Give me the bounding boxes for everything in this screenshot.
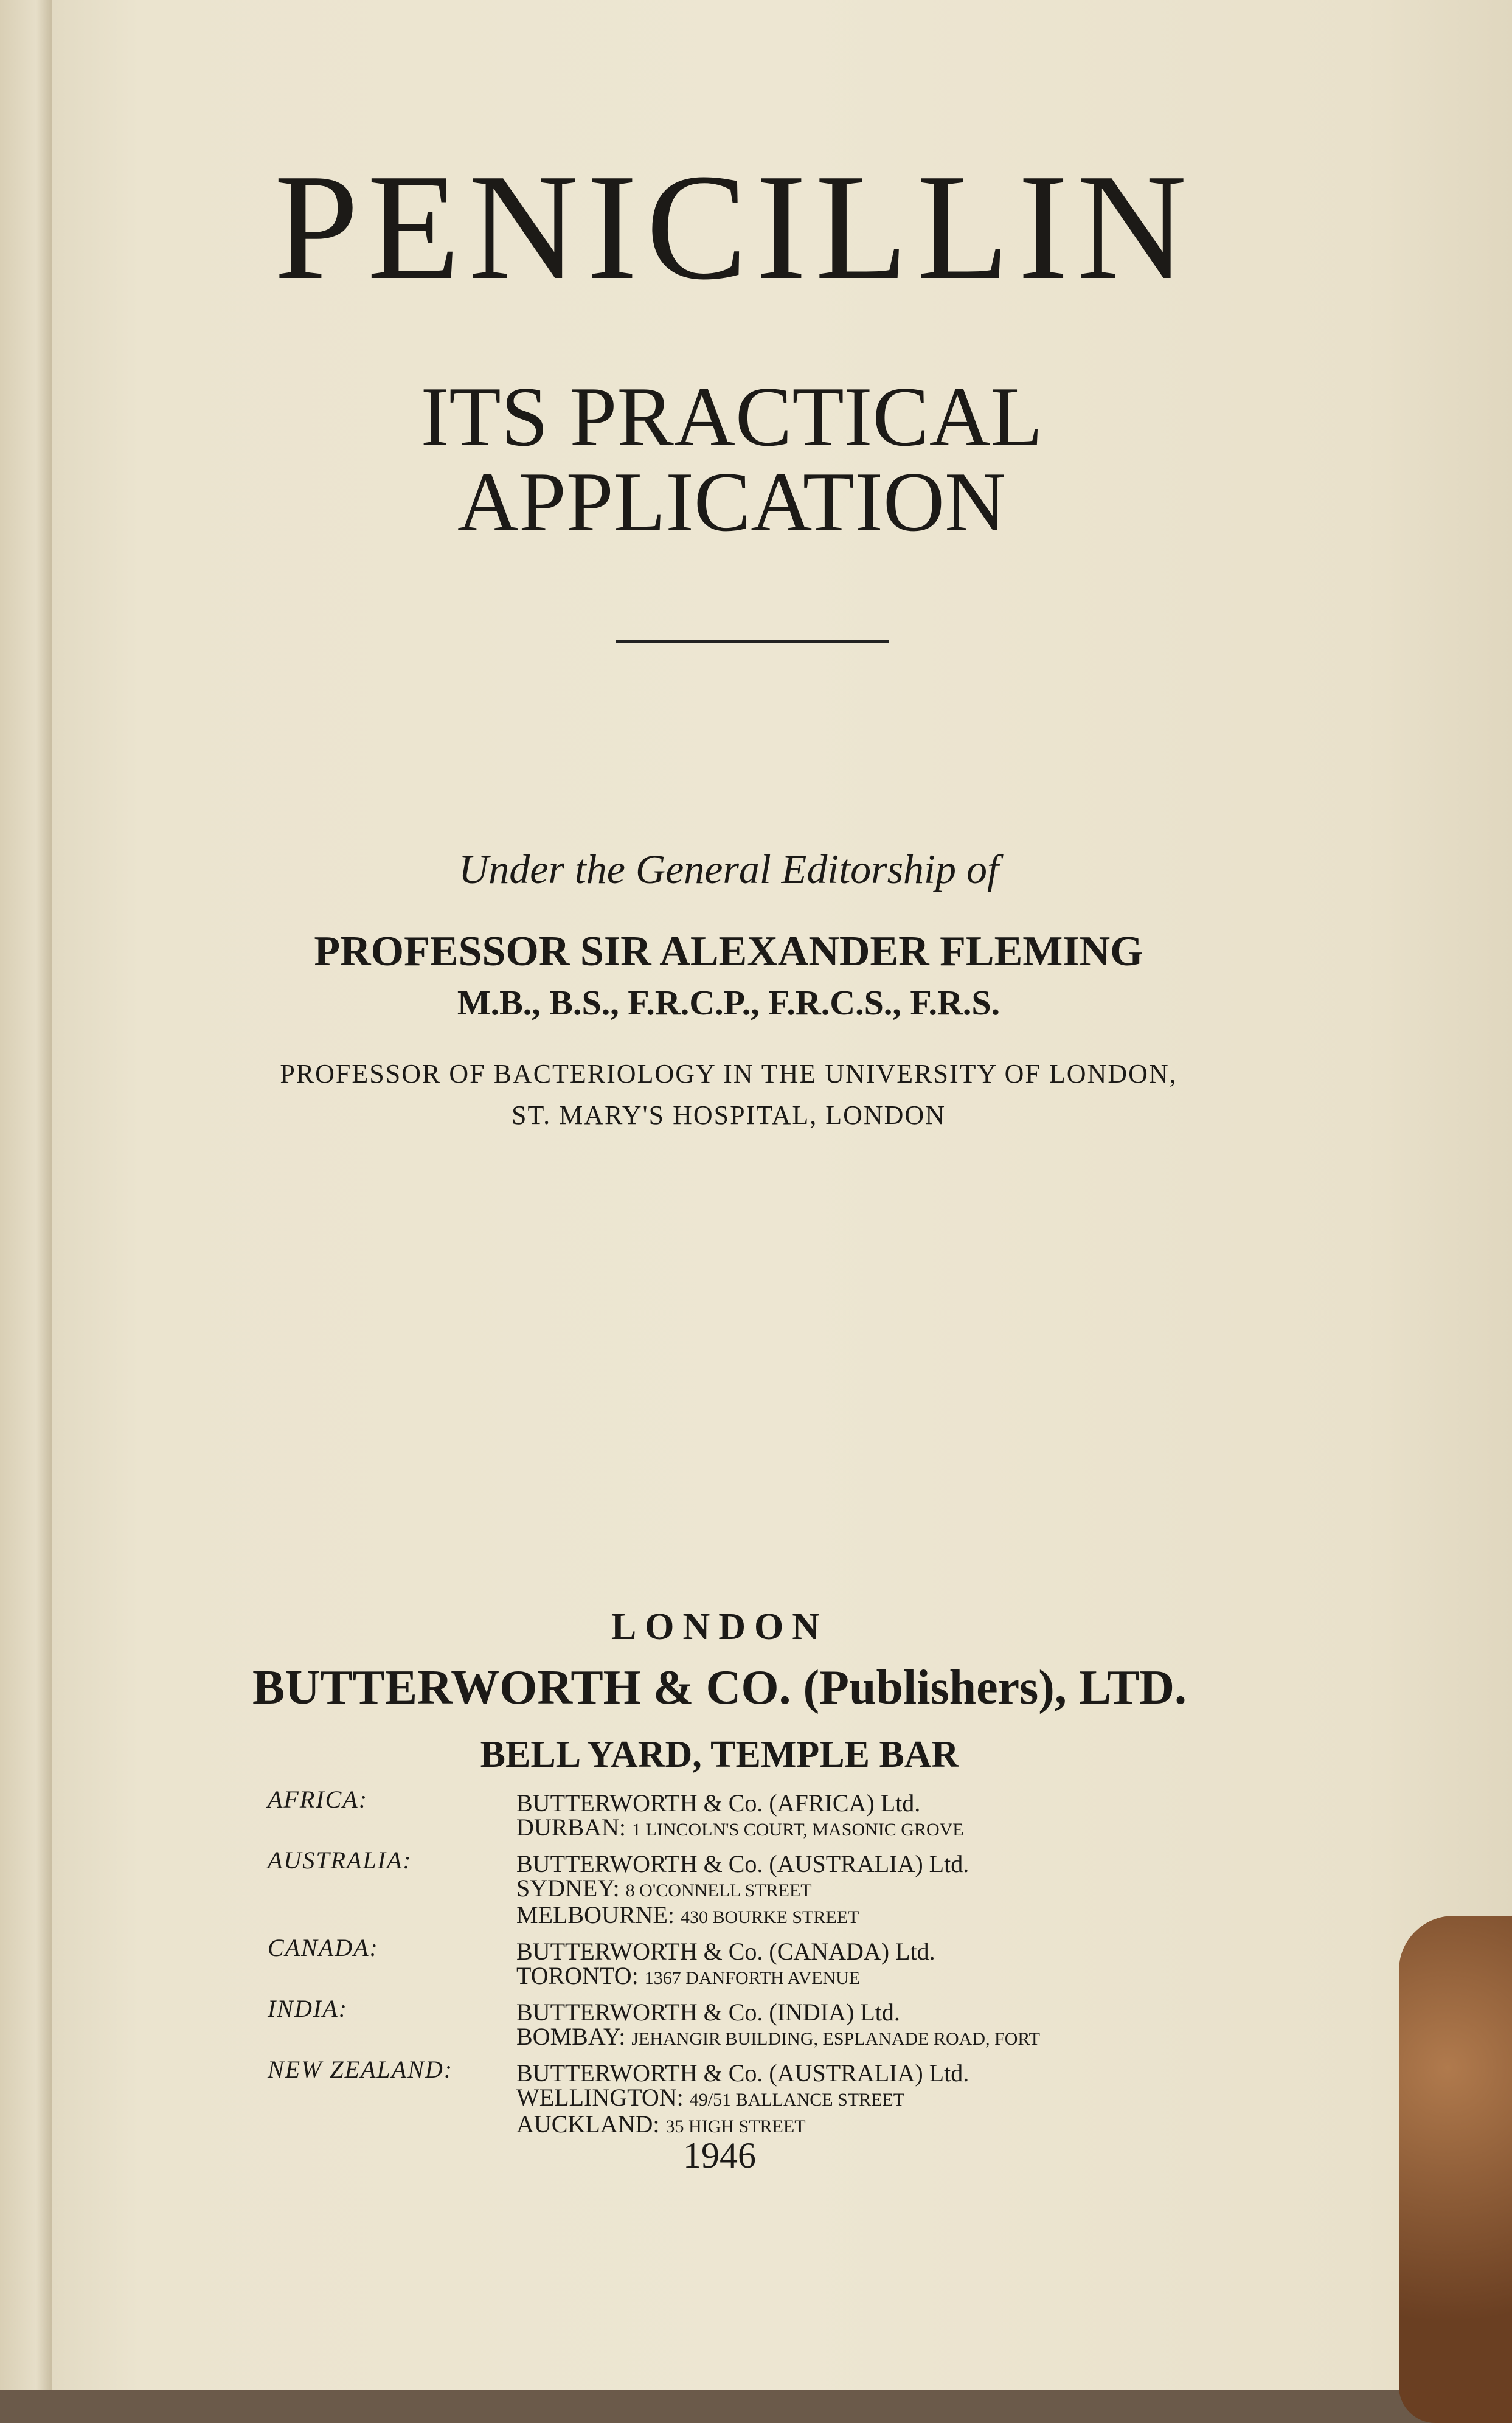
branch-entry (268, 2056, 1040, 2139)
office-street: 430 BOURKE STREET (681, 1907, 859, 1927)
office-street: 1367 DANFORTH AVENUE (644, 1968, 861, 1988)
editor-position: PROFESSOR OF BACTERIOLOGY IN THE UNIVERSITY OF LONDON, (280, 1059, 1177, 1089)
editor-name: PROFESSOR SIR ALEXANDER FLEMING (314, 928, 1143, 975)
branch-office (516, 1876, 1040, 1903)
branch-company: BUTTERWORTH & Co. (CANADA) Ltd. (516, 1938, 935, 1965)
branch-company: BUTTERWORTH & Co. (AUSTRALIA) Ltd. (516, 1850, 969, 1877)
book-bottom-edge (0, 2390, 1512, 2423)
branch-region: AUSTRALIA: (268, 1846, 412, 1874)
branch-region: INDIA: (268, 1995, 348, 2022)
office-city: MELBOURNE: (516, 1901, 675, 1929)
publisher-city: LONDON (611, 1606, 828, 1648)
office-street: JEHANGIR BUILDING, ESPLANADE ROAD, FORT (631, 2029, 1040, 2049)
publisher-name: BUTTERWORTH & CO. (Publishers), LTD. (252, 1661, 1187, 1714)
branch-entry (268, 1995, 1040, 2051)
branch-office (516, 2085, 1040, 2112)
branch-company: BUTTERWORTH & Co. (INDIA) Ltd. (516, 1998, 900, 2026)
subtitle-line-1: ITS PRACTICAL (420, 370, 1043, 464)
branch-company: BUTTERWORTH & Co. (AUSTRALIA) Ltd. (516, 2059, 969, 2087)
branch-entry (268, 1934, 1040, 1991)
office-city: WELLINGTON: (516, 2084, 684, 2111)
branch-region: CANADA: (268, 1934, 379, 1961)
office-street: 35 HIGH STREET (665, 2116, 806, 2137)
branch-company: BUTTERWORTH & Co. (AFRICA) Ltd. (516, 1789, 921, 1817)
publisher-address: BELL YARD, TEMPLE BAR (480, 1734, 959, 1775)
office-street: 1 LINCOLN'S COURT, MASONIC GROVE (632, 1820, 964, 1840)
divider-rule (616, 640, 889, 643)
office-street: 8 O'CONNELL STREET (625, 1881, 812, 1901)
office-city: DURBAN: (516, 1814, 626, 1841)
office-city: BOMBAY: (516, 2023, 626, 2050)
publication-year: 1946 (683, 2135, 756, 2175)
office-city: TORONTO: (516, 1962, 639, 1989)
branch-office (516, 2025, 1040, 2051)
book-title: PENICILLIN (274, 143, 1196, 311)
branch-entry (268, 1786, 1040, 1842)
branch-entry (268, 1846, 1040, 1930)
branch-office (516, 1964, 1040, 1991)
branch-region: NEW ZEALAND: (268, 2056, 454, 2083)
office-city: AUCKLAND: (516, 2110, 660, 2138)
editor-institution: ST. MARY'S HOSPITAL, LONDON (512, 1100, 946, 1130)
office-street: 49/51 BALLANCE STREET (689, 2090, 905, 2110)
branch-office (516, 1903, 1040, 1930)
editor-degrees: M.B., B.S., F.R.C.P., F.R.C.S., F.R.S. (457, 983, 1000, 1022)
office-city: SYDNEY: (516, 1874, 620, 1902)
editorship-intro: Under the General Editorship of (459, 846, 999, 892)
subtitle-line-2: APPLICATION (457, 455, 1007, 549)
branch-region: AFRICA: (268, 1786, 369, 1813)
branch-office (516, 1815, 1040, 1842)
page-edge-left (0, 0, 52, 2423)
branch-list (268, 1786, 1040, 2149)
